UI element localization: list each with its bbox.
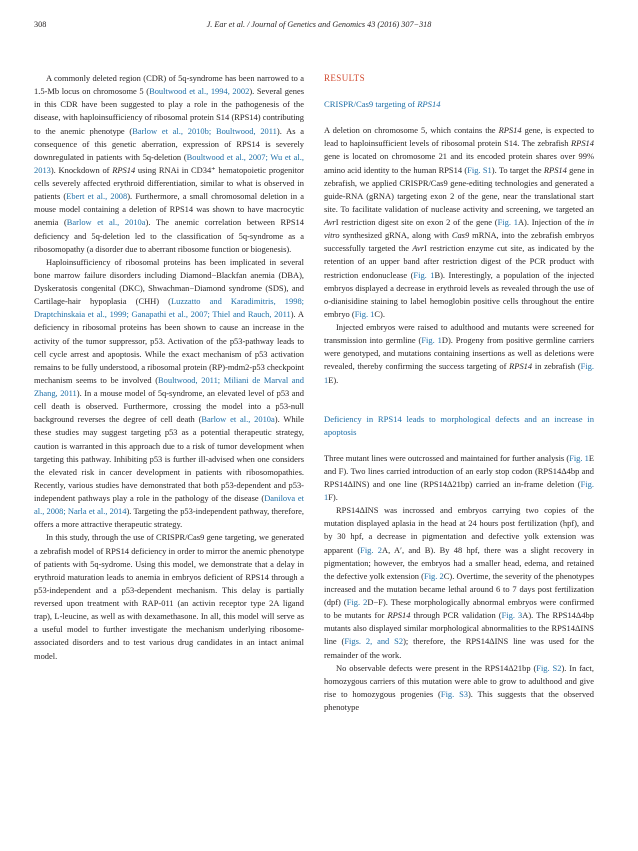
paragraph-three-mutant-lines — [324, 452, 594, 505]
text-run: A commonly deleted region (CDR) of 5q-syndrome has been narrowed to a 1.5-Mb locus on chromosome 5 ( — [34, 73, 304, 97]
text-run: ). The anemic correlation between RPS14 deficiency and 5q-deletion led to the classification of 5q-syndrome as a ribosomopathy (a disorder due to aberrant ribosome function or biogenesis). — [34, 217, 304, 254]
text-run: ). A deficiency in ribosomal proteins has been shown to cause an increase in the activity of the tumor suppressor, p53. Activation of the p53-pathway leads to cell cycle arrest and apoptosis. While the exact mechanism of p53 activation remains to be fully understood, a ribosomal protein (RP)-mdm2-p53 checkpoint mechanism seems to be involved ( — [34, 309, 304, 385]
citation-link[interactable]: Fig. 1 — [497, 217, 518, 227]
italic-term: Cas9 — [451, 230, 470, 241]
citation-link[interactable]: Figs. 2, and S2 — [344, 636, 404, 647]
citation-link[interactable]: Fig. 1 — [324, 478, 594, 502]
text-run: ). Furthermore, a small chromosomal deletion in a mouse model containing a deletion of RPS14 was shown to have macrocytic anemia ( — [34, 191, 304, 228]
italic-term: RPS14 — [387, 610, 411, 621]
paragraph-this-study — [34, 531, 304, 662]
text-run: ). In a mouse model of 5q-syndrome, an elevated level of p53 and cell death is observed. Furthermore, crossing the model into a p53-null background reverses the degree of cell death ( — [34, 388, 304, 425]
text-run: ). Several genes in this CDR have been suggested to play a role in the pathogenesis of the disease, with haploinsufficiency of ribosomal protein S14 (RPS14) contributing to the anemic phenotype ( — [34, 86, 304, 136]
citation-link[interactable]: Fig. 1 — [413, 269, 435, 280]
subsection-title-crispr — [324, 98, 594, 111]
text-run: CRISPR/Cas9 targeting of — [324, 99, 418, 110]
paragraph-deletion-chr5 — [324, 124, 594, 321]
italic-term: RPS14 — [417, 99, 441, 110]
citation-link[interactable]: Fig. S3 — [440, 688, 468, 699]
text-run: ). To target the — [491, 164, 544, 175]
citation-link[interactable]: Fig. 2 — [360, 544, 382, 555]
text-run: A). The RPS14Δ4bp mutants also displayed similar morphological abnormalities to the RPS14ΔINS line ( — [324, 610, 594, 647]
italic-term: RPS14 — [571, 138, 594, 149]
text-run: E and F). Two lines carried introduction of an early stop codon (RPS14Δ4bp and RPS14ΔINS) and one line (RPS14Δ21bp) carried an in-frame deletion ( — [324, 452, 594, 489]
citation-link[interactable]: Barlow et al., 2010b; Boultwood, 2011 — [132, 125, 277, 136]
citation-link[interactable]: Fig. 1 — [324, 361, 594, 385]
text-run: A, A′, and B). By 48 hpf, there was a slight recovery in pigmentation; however, the embryos had a smaller head, edema, and retained the defective yolk extension ( — [324, 544, 594, 581]
citation-link[interactable]: Fig. S2 — [536, 662, 562, 673]
text-run: mRNA, into the zebrafish embryos successfully targeted the — [324, 230, 594, 254]
citation-link[interactable]: Ebert et al., 2008 — [66, 191, 128, 202]
paragraph-injected-embryos — [324, 321, 594, 387]
paragraph-rps14-21bp — [324, 662, 594, 715]
text-run: gene in zebrafish, we applied CRISPR/Cas9 gene-editing technologies and generated a guide-RNA (gRNA) targeting exon 2 of the gene, near the translational start site. To facilitate validation of nuclease activity and screening, we targeted an — [324, 164, 594, 214]
italic-term: RPS14 — [112, 164, 136, 175]
text-run: through PCR validation ( — [410, 610, 502, 621]
paragraph-rps14-ins — [324, 504, 594, 662]
text-run: No observable defects were present in the RPS14Δ21bp ( — [336, 662, 537, 673]
citation-link[interactable]: Barlow et al., 2010a — [66, 217, 146, 228]
text-run: ). While these studies may suggest targeting p53 as a potential therapeutic strategy, caution is warranted in this approach due to a risk of tumor development when targeting this pathway. Inhibiting p53 is further ill-advised when one considers the elevated risk in cancer development in patients with ribosomopathies. Recently, various studies have demonstrated that both p53-dependent and p53-independent pathways play a role in the pathology of the disease ( — [34, 414, 304, 503]
text-run: C). Overtime, the severity of the phenotypes increased and the mutation became lethal around 6 to 7 days post fertilization (dpf) ( — [324, 570, 594, 607]
text-run: In this study, through the use of CRISPR/Cas9 gene targeting, we generated a zebrafish model of RPS14 deficiency in order to mirror the anemic phenotype of patients with 5q-sydrome. Using this model, we demonstrate that a delay in erythroid maturation leads to anemia in embryos deficient of RPS14 through a p53-independent and a p53-dependent mechanism. This delay is partially reversed upon treatment with RAP-011 (an activin receptor type 2A ligand trap), L-leucine, as well as with dexamethasone. In all, this model will serve as a useful model to further investigate the mechanism underlying ribosome-associated disorders and to test various drug candidates in an intact animal model. — [34, 532, 304, 661]
text-run: using RNAi in CD34⁺ hematopoietic progenitor cells severely affected erythroid differentiation, similar to what is observed in patients ( — [34, 164, 304, 202]
right-column — [324, 72, 594, 714]
text-run: Deficiency in RPS14 leads to morphological defects and an increase in apoptosis — [324, 413, 594, 437]
paragraph-haploinsufficiency — [34, 256, 304, 532]
text-run: I restriction digest site on exon 2 of the gene ( — [335, 217, 498, 227]
text-run: synthesized gRNA, along with — [339, 230, 452, 241]
text-run: ). In fact, homozygous carriers of this mutation were able to grow to adulthood and give rise to homozygous progenies ( — [324, 662, 594, 699]
citation-link[interactable]: Fig. 1 — [354, 308, 375, 319]
paragraph-5q-cdr — [34, 72, 304, 256]
italic-term: Avr — [412, 243, 424, 254]
text-run: Injected embryos were raised to adulthood and mutants were screened for transmission into germline ( — [324, 322, 594, 346]
running-title: J. Ear et al. / Journal of Genetics and Genomics 43 (2016) 307−318 — [206, 20, 432, 29]
text-run: gene is located on chromosome 21 and its encoded protein shares over 99% amino acid identity to the human RPS14 ( — [324, 151, 594, 175]
citation-link[interactable]: Boultwood, 2011; Miliani de Marval and Zhang, 2011 — [34, 374, 304, 398]
text-run: ). Knockdown of — [50, 164, 113, 175]
text-run: RPS14ΔINS was incrossed and embryos carrying two copies of the mutation displayed aplasia in the head at 24 hours post fertilization (hpf), and by 30 hpf, a decrease in pigmentation and defective yolk extension was apparent ( — [324, 505, 594, 555]
text-run: C). — [374, 308, 385, 319]
text-run: ). As a consequence of this genetic aberration, expression of RPS14 is severely downregulated in patients with 5q-deletion ( — [34, 125, 304, 162]
text-run: ); therefore, the RPS14ΔINS line was used for the remainder of the work. — [324, 636, 594, 660]
page-header — [34, 20, 604, 34]
left-column — [34, 72, 304, 663]
citation-link[interactable]: Fig. 2 — [424, 570, 444, 581]
text-run: in zebrafish ( — [532, 361, 581, 372]
text-run: D−F). These morphologically abnormal embryos were confirmed to be mutants for — [324, 597, 594, 621]
citation-link[interactable]: Fig. 2 — [346, 597, 368, 607]
citation-link[interactable]: Fig. 1 — [569, 452, 589, 463]
text-run: ). This suggests that the observed phenotype — [324, 688, 595, 712]
italic-term: RPS14 — [498, 125, 522, 136]
text-run: A deletion on chromosome 5, which contains the — [324, 125, 499, 136]
citation-link[interactable]: Boultwood et al., 1994, 2002 — [149, 86, 250, 97]
italic-term: Avr — [324, 217, 336, 227]
text-run: A). Injection of the — [517, 217, 588, 227]
citation-link[interactable]: Luzzatto and Karadimitris, 1998; Draptchinskaia et al., 1999; Ganapathi et al., 2007; Thiel and Rauch, 2011 — [34, 296, 305, 320]
subsection-title-deficiency — [324, 413, 594, 439]
page-number: 308 — [34, 20, 47, 29]
italic-term: RPS14 — [509, 361, 533, 372]
italic-term: in vitro — [324, 217, 594, 241]
citation-link[interactable]: Barlow et al., 2010a — [201, 414, 275, 425]
citation-link[interactable]: Danilova et al., 2008; Narla et al., 2014 — [34, 493, 304, 517]
text-run: ). Targeting the p53-independent pathway, therefore, offers a more attractive therapeutic strategy. — [34, 506, 304, 530]
text-run: E). — [328, 374, 339, 385]
italic-term: RPS14 — [543, 164, 567, 175]
text-run: I restriction enzyme cut site, as indicated by the retention of an upper band after restriction digest of the PCR product with restriction endonuclease ( — [324, 243, 594, 280]
text-run: Three mutant lines were outcrossed and maintained for further analysis ( — [324, 452, 570, 463]
text-run: F). — [328, 492, 338, 502]
citation-link[interactable]: Fig. S1 — [467, 164, 492, 175]
citation-link[interactable]: Fig. 3 — [501, 610, 523, 621]
citation-link[interactable]: Fig. 1 — [421, 335, 442, 346]
text-run: gene, is expected to lead to haploinsufficient levels of ribosomal protein S14. The zebrafish — [324, 125, 594, 149]
text-run: D). Progeny from positive germline carriers were genotyped, and mutations containing insertions as well as deletions were revealed, thereby confirming the success targeting of — [324, 335, 594, 372]
text-run: B). Interestingly, a population of the injected embryos displayed a decrease in erythroid levels as revealed through the use of o-dianisidine staining to label hemoglobin positive cells throughout the entire embryo ( — [324, 269, 594, 319]
citation-link[interactable]: Boultwood et al., 2007; Wu et al., 2013 — [34, 151, 304, 175]
section-title-results: RESULTS — [324, 73, 365, 83]
text-run: Haploinsufficiency of ribosomal proteins has been implicated in several bone marrow failure disorders including Diamond−Blackfan anemia (DBA), Dyskeratosis congenital (DKC), Shwachman−Diamond syndrome (SDS), and Cartilage-hair hypoplasia (CHH) ( — [34, 256, 304, 307]
